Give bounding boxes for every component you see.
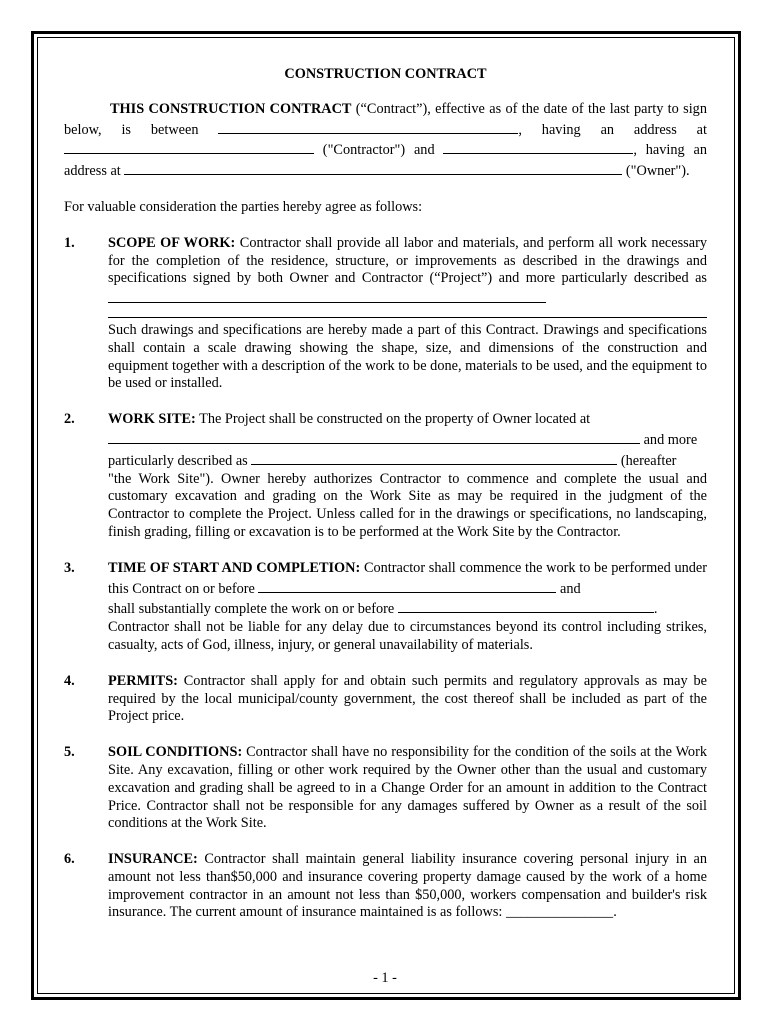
section-text-3: Contractor shall not be liable for any delay due to circumstances beyond its control including strikes, casualty, acts of God, illness, injury, or general unavailability of materials.: [108, 619, 707, 653]
section-number: 4.: [64, 672, 75, 689]
period-text: .: [653, 601, 658, 618]
intro-bold: THIS CONSTRUCTION CONTRACT: [110, 100, 352, 117]
section-number: 6.: [64, 851, 75, 868]
section-body: [108, 673, 707, 726]
section-heading: PERMITS:: [108, 672, 178, 689]
project-description-blank[interactable]: [108, 288, 546, 303]
contractor-name-blank[interactable]: [218, 119, 518, 134]
project-description-blank-2[interactable]: [108, 309, 707, 318]
and-more-text: and more: [640, 431, 698, 448]
hereafter-text: (hereafter: [617, 452, 677, 469]
work-site-line-3: [108, 450, 707, 471]
intro-text-3: ("Contractor") and: [314, 142, 444, 159]
section-heading: TIME OF START AND COMPLETION:: [108, 559, 361, 576]
intro-text-5: ("Owner").: [622, 163, 690, 180]
owner-name-blank[interactable]: [443, 139, 633, 154]
start-date-blank[interactable]: [258, 578, 556, 593]
completion-line: [108, 598, 707, 619]
section-heading: INSURANCE:: [108, 851, 198, 868]
section-scope-of-work: [64, 235, 707, 393]
completion-date-blank[interactable]: [398, 598, 654, 613]
owner-address-blank[interactable]: [124, 160, 622, 175]
intro-text-4: , having an address at: [64, 142, 707, 180]
section-body: [108, 560, 707, 599]
section-text: Contractor shall commence the work to be performed under this Contract on or before: [108, 559, 707, 597]
section-insurance: [64, 851, 707, 922]
section-text-2: Such drawings and specifications are hereby made a part of this Contract. Drawings and specifications shall contain a scale drawing showing the shape, size, and dimensions of the construction and equipment together with a description of the work to be done, materials to be used, and the equipment to be used or installed.: [108, 321, 707, 392]
page-number: - 1 -: [373, 970, 397, 986]
section-heading: WORK SITE:: [108, 411, 196, 428]
section-text: Contractor shall maintain general liability insurance covering personal injury in an amount not less than$50,000 and insurance covering property damage caused by the work of a home improvement contractor in an amount not less than $50,000, workers compensation and builder's risk insurance. The current amount of insurance maintained is as follows:: [108, 851, 707, 921]
period-text: .: [613, 904, 617, 921]
section-text: Contractor shall provide all labor and materials, and perform all work necessary for the completion of the residence, structure, or improvements as described in the drawings and specifications signed by both Owner and Contractor (“Project”) and more particularly described as: [108, 234, 707, 287]
section-number: 2.: [64, 411, 75, 428]
property-location-blank[interactable]: [108, 429, 640, 444]
section-body: [108, 851, 707, 922]
property-description-blank[interactable]: [251, 450, 617, 465]
section-body: [108, 744, 707, 833]
section-work-site: [64, 411, 707, 542]
contractor-address-blank[interactable]: [64, 139, 314, 154]
intro-text-1: (“Contract”), effective as of the date of the last party to sign below, is between: [64, 100, 707, 138]
section-text: Contractor shall have no responsibility for the condition of the soils at the Work Site. Any excavation, filling or other work required by the Owner other than the usual and customary excavation and grading shall be agreed to in a Change Order for an amount in addition to the Contract Price. Contractor shall not be responsible for any damages suffered by Owner as a result of the soil conditions at the Work Site.: [108, 744, 707, 832]
section-number: 5.: [64, 744, 75, 761]
section-text-2: "the Work Site"). Owner hereby authorizes Contractor to commence and complete the usual and customary excavation and grading on the Work Site as may be required in the judgment of the Contractor to complete the Project. Unless called for in the drawings or specifications, no landscaping, finish grading, filling or excavation is to be performed at the Work Site by the Contractor.: [108, 470, 707, 540]
section-soil-conditions: [64, 744, 707, 833]
insurance-amount-blank[interactable]: _______________: [505, 904, 614, 921]
document-title: CONSTRUCTION CONTRACT: [284, 66, 487, 82]
section-heading: SOIL CONDITIONS:: [108, 744, 243, 761]
section-time-of-start: [64, 560, 707, 655]
and-text: and: [556, 580, 581, 597]
section-permits: [64, 673, 707, 726]
section-body: [108, 235, 707, 309]
section-text: The Project shall be constructed on the property of Owner located at: [195, 411, 591, 428]
intro-text-2: , having an address at: [518, 121, 707, 138]
particular-text: particularly described as: [108, 452, 252, 469]
consideration-text: For valuable consideration the parties hereby agree as follows:: [64, 198, 423, 215]
section-text: Contractor shall apply for and obtain such permits and regulatory approvals as may be required by the local municipal/county government, the cost thereof shall be included as part of the Project price.: [108, 672, 707, 725]
section-number: 1.: [64, 234, 75, 251]
document-page: [64, 66, 707, 922]
intro-paragraph: [64, 101, 707, 181]
work-site-line-2: [108, 429, 707, 450]
completion-text: shall substantially complete the work on or before: [108, 601, 398, 618]
section-heading: SCOPE OF WORK:: [108, 234, 236, 251]
section-body: [108, 411, 707, 429]
section-number: 3.: [64, 559, 75, 576]
